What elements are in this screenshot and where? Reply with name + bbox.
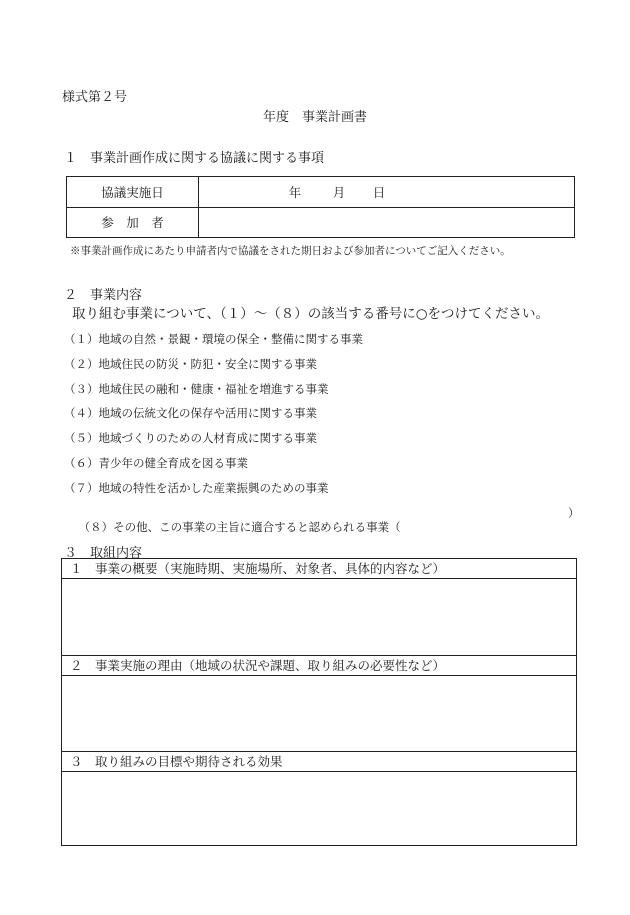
reason-header: ２ 事業実施の理由（地域の状況や課題、取り組みの必要性など） <box>62 656 576 676</box>
overview-field[interactable] <box>62 579 576 656</box>
participants-field[interactable] <box>199 207 574 237</box>
project-type-item-6[interactable]: （６）青少年の健全育成を図る事業 <box>64 455 248 470</box>
project-type-list <box>64 331 580 534</box>
project-type-item-4[interactable]: （４）地域の伝統文化の保存や活用に関する事業 <box>64 406 317 421</box>
participants-label: 参 加 者 <box>67 207 199 237</box>
month-label: 月 <box>332 185 346 200</box>
project-type-item-1[interactable]: （１）地域の自然・景観・環境の保全・整備に関する事業 <box>64 332 363 346</box>
reason-field[interactable] <box>62 676 576 752</box>
project-type-item-8-label: （８）その他、この事業の主旨に適合すると認められる事業（ <box>78 519 401 534</box>
section1-note: ※事業計画作成にあたり申請者内で協議をされた期日および参加者についてご記入ください。 <box>70 245 511 257</box>
participants-row <box>67 207 574 237</box>
section2-intro: 取り組む事業について、（１）～（８）の該当する番号に○をつけてください。 <box>72 306 549 322</box>
day-label: 日 <box>372 185 386 200</box>
consultation-table <box>66 176 575 238</box>
activity-table <box>61 558 577 846</box>
overview-header: １ 事業の概要（実施時期、実施場所、対象者、具体的内容など） <box>62 559 576 579</box>
item-8-close-paren: ） <box>568 505 580 520</box>
project-type-item-5[interactable]: （５）地域づくりのための人材育成に関する事業 <box>64 431 317 446</box>
section2-heading: ２ 事業内容 <box>64 288 143 303</box>
project-type-item-7[interactable]: （７）地域の特性を活かした産業振興のための事業 <box>64 480 329 495</box>
project-type-item-8[interactable] <box>64 505 580 534</box>
document-title: 年度 事業計画書 <box>263 110 368 125</box>
form-number: 様式第２号 <box>62 90 128 105</box>
year-label: 年 <box>288 185 302 200</box>
section1-heading: １ 事業計画作成に関する協議に関する事項 <box>64 151 325 166</box>
consultation-date-field[interactable] <box>199 177 574 207</box>
consultation-date-row <box>67 177 574 208</box>
project-type-item-2[interactable]: （２）地域住民の防災・防犯・安全に関する事業 <box>64 356 317 371</box>
project-type-item-3[interactable]: （３）地域住民の融和・健康・福祉を増進する事業 <box>64 381 329 396</box>
goals-header: ３ 取り組みの目標や期待される効果 <box>62 752 576 772</box>
consultation-date-label: 協議実施日 <box>67 177 199 207</box>
section3-heading: ３ 取組内容 <box>64 546 143 561</box>
goals-field[interactable] <box>62 772 576 845</box>
